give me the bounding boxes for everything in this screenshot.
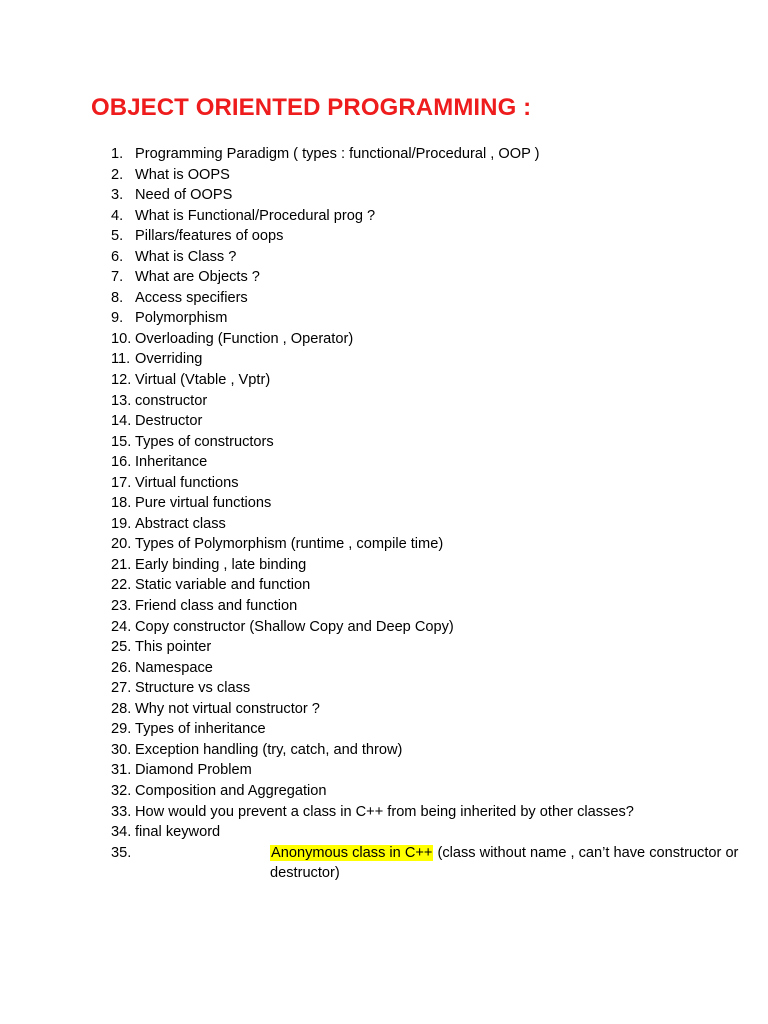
list-item-text: What is OOPS <box>135 166 230 183</box>
list-item-text: Overloading (Function , Operator) <box>135 330 354 347</box>
list-item-number: 2. <box>111 166 124 183</box>
list-item <box>0 144 768 165</box>
list-item-text: Composition and Aggregation <box>135 782 327 799</box>
list-item-text: Structure vs class <box>135 680 251 697</box>
list-item-text: Copy constructor (Shallow Copy and Deep Copy) <box>135 618 454 635</box>
list-item-text: Need of OOPS <box>135 187 233 204</box>
list-item-number: 27. <box>111 680 132 697</box>
list-item-text: Types of Polymorphism (runtime , compile time) <box>135 536 444 553</box>
list-item-number: 16. <box>111 454 132 471</box>
list-item <box>0 247 768 268</box>
list-item-text: Overriding <box>135 351 203 368</box>
list-item-number: 13. <box>111 392 132 409</box>
highlighted-text: Anonymous class in C++ <box>271 844 433 861</box>
list-item-number: 14. <box>111 413 132 430</box>
list-item <box>0 678 768 699</box>
list-item <box>0 822 768 843</box>
list-item-text: Pure virtual functions <box>135 495 272 512</box>
list-item-number: 23. <box>111 598 132 615</box>
list-item-text: Virtual (Vtable , Vptr) <box>135 372 271 389</box>
list-item-number: 9. <box>111 310 124 327</box>
list-item-number: 12. <box>111 372 132 389</box>
list-item <box>0 391 768 412</box>
list-item <box>0 596 768 617</box>
list-item-text: Pillars/features of oops <box>135 228 284 245</box>
list-item-text: What is Class ? <box>135 248 237 265</box>
list-item-text: Why not virtual constructor ? <box>135 700 320 717</box>
list-item-number: 8. <box>111 289 124 306</box>
list-item <box>0 493 768 514</box>
list-item-text: Polymorphism <box>135 310 228 327</box>
list-item <box>0 349 768 370</box>
list-item-text: constructor <box>135 392 208 409</box>
list-item-text: What is Functional/Procedural prog ? <box>135 207 376 224</box>
list-item <box>0 617 768 638</box>
list-item <box>0 370 768 391</box>
list-item-number: 34. <box>111 824 132 841</box>
list-item <box>0 575 768 596</box>
list-item-number: 22. <box>111 577 132 594</box>
list-item-number: 15. <box>111 433 132 450</box>
list-item-number: 26. <box>111 659 132 676</box>
list-item <box>0 432 768 453</box>
list-item-number: 24. <box>111 618 132 635</box>
list-item-text-rest: (class without name , can’t have constructor or destructor) <box>270 844 739 882</box>
list-item <box>0 843 768 884</box>
list-item-number: 11. <box>111 351 131 368</box>
page-title: OBJECT ORIENTED PROGRAMMING : <box>91 94 532 121</box>
list-item <box>0 802 768 823</box>
list-item-number: 33. <box>111 803 132 820</box>
list-item-text: This pointer <box>135 639 212 656</box>
list-item <box>0 452 768 473</box>
list-item-text <box>270 843 768 884</box>
list-item <box>0 206 768 227</box>
list-item-number: 3. <box>111 187 124 204</box>
list-item-number: 10. <box>111 330 132 347</box>
list-item-text: How would you prevent a class in C++ from being inherited by other classes? <box>135 803 634 820</box>
list-item <box>0 308 768 329</box>
list-item-number: 29. <box>111 721 132 738</box>
list-item-text: Diamond Problem <box>135 762 252 779</box>
list-item-number: 30. <box>111 741 132 758</box>
list-item-text: Virtual functions <box>135 474 239 491</box>
list-item <box>0 165 768 186</box>
list-item-text: Types of constructors <box>135 433 274 450</box>
list-item-number: 1. <box>111 146 124 162</box>
list-item <box>0 473 768 494</box>
list-item <box>0 719 768 740</box>
list-item <box>0 760 768 781</box>
list-item <box>0 329 768 350</box>
list-item <box>0 699 768 720</box>
list-item <box>0 267 768 288</box>
list-item <box>0 740 768 761</box>
list-item-number: 18. <box>111 495 132 512</box>
list-item-text: What are Objects ? <box>135 269 260 286</box>
list-item <box>0 555 768 576</box>
list-item-number: 28. <box>111 700 132 717</box>
topic-list <box>0 144 768 884</box>
list-item <box>0 226 768 247</box>
list-item-number: 7. <box>111 269 124 286</box>
list-item-text: Programming Paradigm ( types : functional/Procedural , OOP ) <box>135 146 540 162</box>
list-item-text: Early binding , late binding <box>135 556 307 573</box>
list-item-text: Exception handling (try, catch, and throw) <box>135 741 403 758</box>
list-item <box>0 514 768 535</box>
list-item-number: 4. <box>111 207 124 224</box>
list-item <box>0 637 768 658</box>
list-item-text: Namespace <box>135 659 213 676</box>
list-item <box>0 185 768 206</box>
list-item-text: final keyword <box>135 824 221 841</box>
list-item-number: 25. <box>111 639 132 656</box>
list-item-text: Static variable and function <box>135 577 311 594</box>
list-item <box>0 781 768 802</box>
list-item-number: 17. <box>111 474 132 491</box>
list-item-text: Access specifiers <box>135 289 248 306</box>
list-item-number: 21. <box>111 556 132 573</box>
list-item-number: 35. <box>111 844 132 861</box>
list-item <box>0 288 768 309</box>
list-item-number: 5. <box>111 228 124 245</box>
list-item-number: 32. <box>111 782 132 799</box>
list-item-text: Friend class and function <box>135 598 298 615</box>
list-item-number: 31. <box>111 762 132 779</box>
list-item-text: Types of inheritance <box>135 721 266 738</box>
list-item <box>0 658 768 679</box>
list-item-number: 6. <box>111 248 124 265</box>
list-item <box>0 534 768 555</box>
list-item <box>0 411 768 432</box>
list-item-text: Abstract class <box>135 515 226 532</box>
list-item-text: Destructor <box>135 413 203 430</box>
list-item-text: Inheritance <box>135 454 208 471</box>
list-item-number: 20. <box>111 536 132 553</box>
list-item-number: 19. <box>111 515 132 532</box>
